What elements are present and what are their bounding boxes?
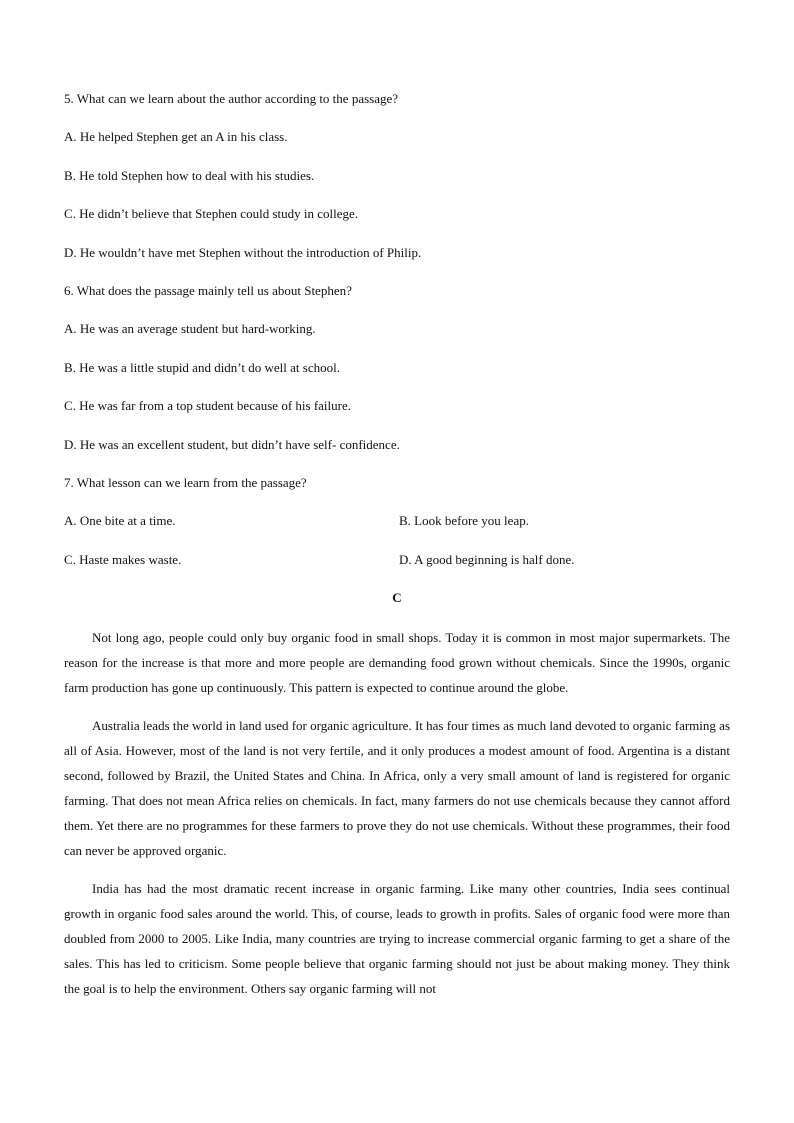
question-5-option-c: C. He didn’t believe that Stephen could study in college. [64,206,359,222]
question-6-option-d: D. He was an excellent student, but didn’t have self- confidence. [64,436,400,452]
question-7-options-row-1 [64,510,730,532]
section-c-paragraph-2: Australia leads the world in land used for organic agriculture. It has four times as much land devoted to organic farming as all of Asia. However, most of the land is not very fertile, and it only produces a modest amount of food. Argentina is a distant second, followed by Brazil, the United States and China. In Africa, only a very small amount of land is registered for organic farming. That does not mean Africa relies on chemicals. In fact, many farmers do not use chemicals because they cannot afford them. Yet there are no programmes for these farmers to prove they do not use chemicals. Without these programmes, their food can never be approved organic. [64,718,730,859]
question-5-option-d: D. He wouldn’t have met Stephen without the introduction of Philip. [64,244,422,260]
document-page [64,88,730,1014]
question-7-option-d: D. A good beginning is half done. [399,551,575,567]
question-5-option-a: A. He helped Stephen get an A in his class. [64,129,288,145]
question-5-option-b: B. He told Stephen how to deal with his studies. [64,167,315,183]
section-c-paragraph-1: Not long ago, people could only buy organic food in small shops. Today it is common in most major supermarkets. The reason for the increase is that more and more people are demanding food grown without chemicals. Since the 1990s, organic farm production has gone up continuously. This pattern is expected to continue around the globe. [64,630,730,696]
question-7-stem: 7. What lesson can we learn from the passage? [64,474,307,490]
section-c-paragraph-3: India has had the most dramatic recent increase in organic farming. Like many other countries, India sees continual growth in organic food sales around the world. This, of course, leads to growth in profits. Sales of organic food were more than doubled from 2000 to 2005. Like India, many countries are trying to increase commercial organic farming to get a share of the sales. This has led to criticism. Some people believe that organic farming should not just be about making money. They think the goal is to help the environment. Others say organic farming will not [64,881,730,997]
question-7-options-row-2 [64,549,730,571]
question-7-option-b: B. Look before you leap. [399,513,529,529]
question-7-option-c: C. Haste makes waste. [64,551,182,567]
question-6-option-a: A. He was an average student but hard-working. [64,321,316,337]
question-6-option-b: B. He was a little stupid and didn’t do well at school. [64,359,340,375]
question-6-stem: 6. What does the passage mainly tell us about Stephen? [64,282,352,298]
question-6-option-c: C. He was far from a top student because of his failure. [64,398,351,414]
question-5-stem: 5. What can we learn about the author according to the passage? [64,91,399,106]
question-7-option-a: A. One bite at a time. [64,513,176,529]
section-c-title: C [392,590,402,606]
